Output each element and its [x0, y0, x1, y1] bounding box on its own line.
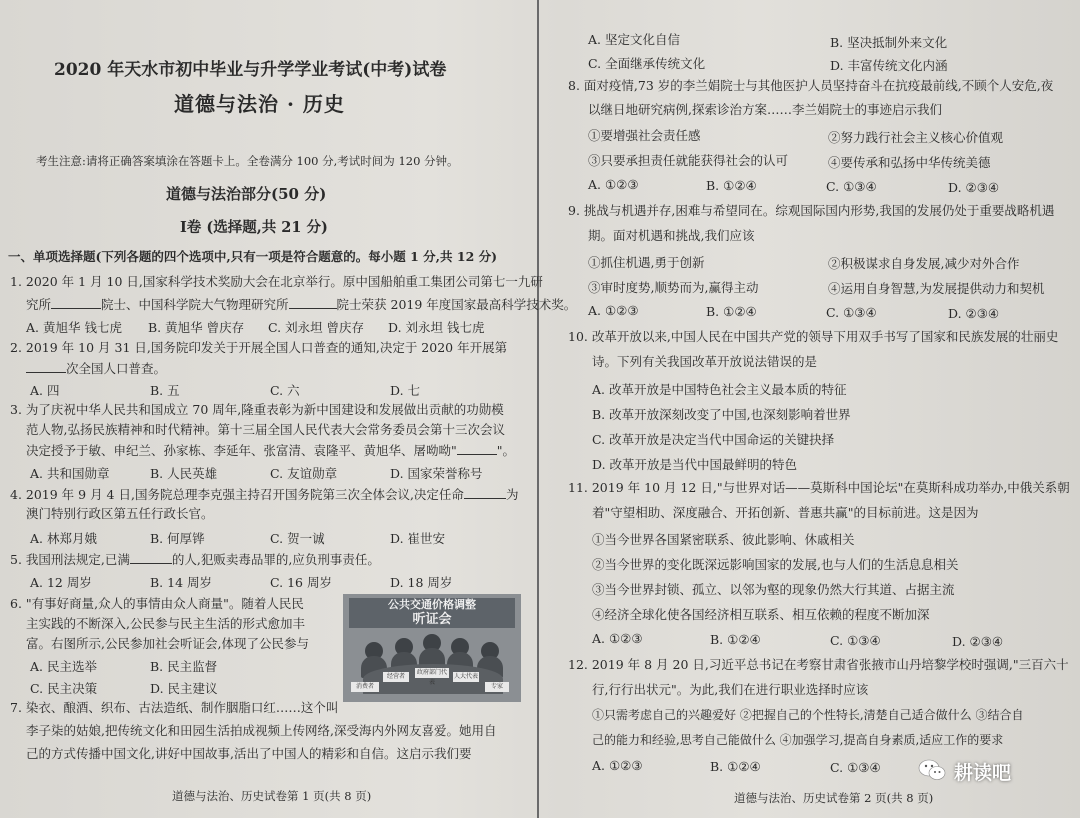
q8-choice-1: ①要增强社会责任感: [588, 128, 701, 143]
q1-line1: 1. 2020 年 1 月 10 日,国家科学技术奖励大会在北京举行。原中国船舶重工集团公司第七一九研: [10, 274, 543, 289]
q5-option-a: A. 12 周岁: [30, 575, 92, 590]
q8-option-b: B. ①②④: [706, 178, 757, 193]
q11-choice-1: ①当今世界各国紧密联系、彼此影响、休戚相关: [592, 532, 855, 547]
q6-option-b: B. 民主监督: [150, 659, 218, 674]
q6-line1: 6. "有事好商量,众人的事情由众人商量"。随着人民民: [10, 596, 304, 611]
q3-line2: 范人物,弘扬民族精神和时代精神。第十三届全国人民代表大会常务委员会第十三次会议: [26, 422, 505, 437]
q11-choice-4: ④经济全球化使各国经济相互联系、相互依赖的程度不断加深: [592, 607, 930, 622]
q4-line1: [10, 486, 518, 503]
q5-option-d: D. 18 周岁: [390, 575, 453, 590]
blank: [464, 486, 506, 499]
q10-line1: 10. 改革开放以来,中国人民在中国共产党的领导下用双手书写了国家和民族发展的壮丽史: [568, 329, 1059, 344]
q1-option-d: D. 刘永坦 钱七虎: [388, 320, 485, 335]
name-card: 消费者: [351, 682, 379, 692]
q9-option-d: D. ②③④: [948, 306, 1000, 321]
watermark-text: 耕读吧: [954, 762, 1012, 784]
q1-option-c: C. 刘永坦 曾庆存: [268, 320, 365, 335]
q8-choice-2: ②努力践行社会主义核心价值观: [828, 130, 1004, 145]
q3-line3: [26, 442, 515, 459]
name-card: 政府部门代表: [416, 669, 447, 686]
q7-option-a: A. 坚定文化自信: [588, 32, 680, 47]
q9-option-b: B. ①②④: [706, 304, 757, 319]
q12-line2: 行,行行出状元"。为此,我们在进行职业选择时应该: [592, 682, 869, 697]
q8-line2: 以继日地研究病例,探索诊治方案……李兰娟院士的事迹启示我们: [588, 102, 942, 117]
q10-line2: 诗。下列有关我国改革开放说法错误的是: [592, 354, 818, 369]
q5-option-b: B. 14 周岁: [150, 575, 213, 590]
wechat-icon: [918, 758, 946, 782]
q9-choice-1: ①抓住机遇,勇于创新: [588, 255, 705, 270]
q11-choice-3: ③当今世界封锁、孤立、以邻为壑的现象仍然大行其道、占据主流: [592, 582, 955, 597]
q4-line2: 澳门特别行政区第五任行政长官。: [26, 506, 214, 521]
q11-line1: 11. 2019 年 10 月 12 日,"与世界对话——莫斯科中国论坛"在莫斯科成功举办,中俄关系朝: [568, 480, 1070, 495]
q12-line1: 12. 2019 年 8 月 20 日,习近平总书记在考察甘肃省张掖市山丹培黎学校时强调,"三百六十: [568, 657, 1069, 672]
q4-option-b: B. 何厚铧: [150, 531, 205, 546]
q8-choice-4: ④要传承和弘扬中华传统美德: [828, 155, 991, 170]
q2-option-a: A. 四: [30, 383, 60, 398]
hearing-banner-line1: 公共交通价格调整: [388, 598, 476, 611]
q1-line2: [26, 296, 576, 313]
q10-option-a: A. 改革开放是中国特色社会主义最本质的特征: [592, 382, 847, 397]
instructions: 一、单项选择题(下列各题的四个选项中,只有一项是符合题意的。每小题 1 分,共 12 分): [8, 249, 498, 264]
hearing-banner-line2: 听证会: [412, 612, 452, 627]
exam-subtitle: 道德与法治 · 历史: [174, 92, 345, 116]
q2-option-b: B. 五: [150, 383, 180, 398]
q12-option-a: A. ①②③: [592, 758, 643, 773]
q10-option-b: B. 改革开放深刻改变了中国,也深刻影响着世界: [592, 407, 851, 422]
q3-line1: 3. 为了庆祝中华人民共和国成立 70 周年,隆重表彰为新中国建设和发展做出贡献的功勋模: [10, 402, 504, 417]
q1-option-a: A. 黄旭华 钱七虎: [26, 320, 122, 335]
q9-line1: 9. 挑战与机遇并存,困难与希望同在。综观国际国内形势,我国的发展仍处于重要战略机遇: [568, 203, 1055, 218]
q8-line1: 8. 面对疫情,73 岁的李兰娟院士与其他医护人员坚持奋斗在抗疫最前线,不顾个人安危,夜: [568, 78, 1054, 93]
q11-option-a: A. ①②③: [592, 631, 643, 646]
q12-line4: 己的能力和经验,思考自己能做什么 ④加强学习,提高自身素质,适应工作的要求: [592, 733, 1004, 747]
q5-text-b: 的人,犯贩卖毒品罪的,应负刑事责任。: [171, 552, 380, 567]
section-heading: 道德与法治部分(50 分): [166, 185, 327, 203]
hearing-photo: [343, 594, 521, 702]
q9-choice-4: ④运用自身智慧,为发展提供动力和契机: [828, 281, 1045, 296]
q8-option-d: D. ②③④: [948, 180, 1000, 195]
q4-text-a: 4. 2019 年 9 月 4 日,国务院总理李克强主持召开国务院第三次全体会议,决定任命: [10, 487, 464, 502]
q6-line2: 主实践的不断深入,公民参与民主生活的形式愈加丰: [26, 616, 305, 631]
blank: [51, 296, 101, 309]
name-card: 经营者: [383, 672, 409, 682]
q1-option-b: B. 黄旭华 曾庆存: [148, 320, 245, 335]
q6-line3: 富。右图所示,公民参加社会听证会,体现了公民参与: [26, 636, 309, 651]
q11-choice-2: ②当今世界的变化既深远影响国家的发展,也与人们的生活息息相关: [592, 557, 959, 572]
exam-title: 2020 年天水市初中毕业与升学学业考试(中考)试卷: [54, 60, 447, 80]
q2-line1: 2. 2019 年 10 月 31 日,国务院印发关于开展全国人口普查的通知,决定于 2020 年开展第: [10, 340, 508, 355]
q8-option-c: C. ①③④: [826, 179, 877, 194]
q12-option-c: C. ①③④: [830, 760, 881, 775]
q7-line2: 李子柒的姑娘,把传统文化和田园生活拍成视频上传网络,深受海内外网友喜爱。她用自: [26, 723, 497, 738]
hearing-banner: [349, 598, 515, 628]
q6-option-d: D. 民主建议: [150, 681, 218, 696]
q7-line1: 7. 染衣、酿酒、织布、古法造纸、制作胭脂口红……这个叫: [10, 700, 339, 715]
q3-option-d: D. 国家荣誉称号: [390, 466, 483, 481]
q5-option-c: C. 16 周岁: [270, 575, 332, 590]
blank: [289, 296, 337, 309]
q1-text-c: 院士荣获 2019 年度国家最高科学技术奖。: [336, 297, 577, 312]
q11-option-b: B. ①②④: [710, 632, 761, 647]
column-divider: [537, 0, 539, 818]
volume-heading: Ⅰ卷 (选择题,共 21 分): [180, 219, 328, 236]
q4-option-c: C. 贺一诚: [270, 531, 325, 546]
watermark: [918, 756, 1068, 786]
q9-choice-3: ③审时度势,顺势而为,赢得主动: [588, 280, 759, 295]
q7-option-d: D. 丰富传统文化内涵: [830, 58, 948, 73]
q12-line3: ①只需考虑自己的兴趣爱好 ②把握自己的个性特长,清楚自己适合做什么 ③结合自: [592, 708, 1024, 722]
q11-option-d: D. ②③④: [952, 634, 1004, 649]
q9-line2: 期。面对机遇和挑战,我们应该: [588, 228, 755, 243]
page-footer: 道德与法治、历史试卷第 2 页(共 8 页): [734, 791, 934, 805]
q3-text-a: 决定授予于敏、申纪兰、孙家栋、李延年、张富清、袁隆平、黄旭华、屠呦呦": [26, 443, 457, 458]
q2-option-c: C. 六: [270, 383, 300, 398]
q8-option-a: A. ①②③: [588, 177, 639, 192]
q6-option-a: A. 民主选举: [30, 659, 97, 674]
q7-option-c: C. 全面继承传统文化: [588, 56, 706, 71]
q3-option-a: A. 共和国勋章: [30, 466, 110, 481]
q5-text-a: 5. 我国刑法规定,已满: [10, 552, 130, 567]
q4-text-b: 为: [505, 487, 519, 502]
page-footer: 道德与法治、历史试卷第 1 页(共 8 页): [172, 789, 372, 803]
q4-option-d: D. 崔世安: [390, 531, 446, 546]
q10-option-c: C. 改革开放是决定当代中国命运的关键抉择: [592, 432, 835, 447]
exam-notice: 考生注意:请将正确答案填涂在答题卡上。全卷满分 100 分,考试时间为 120 分钟。: [36, 154, 459, 168]
q12-option-b: B. ①②④: [710, 759, 761, 774]
q7-option-b: B. 坚决抵制外来文化: [830, 35, 948, 50]
q11-option-c: C. ①③④: [830, 633, 881, 648]
q5-line1: [10, 551, 380, 568]
q2-line2: [26, 360, 166, 377]
q2-option-d: D. 七: [390, 383, 421, 398]
q1-text-b: 院士、中国科学院大气物理研究所: [101, 297, 289, 312]
q11-line2: 着"守望相助、深度融合、开拓创新、普惠共赢"的目标前进。这是因为: [592, 505, 979, 520]
blank: [457, 442, 497, 455]
q3-option-b: B. 人民英雄: [150, 466, 218, 481]
q9-option-c: C. ①③④: [826, 305, 877, 320]
q1-text-a: 究所: [26, 297, 52, 312]
q2-text: 次全国人口普查。: [66, 361, 167, 376]
name-card: 人大代表: [453, 673, 478, 680]
q6-option-c: C. 民主决策: [30, 681, 98, 696]
blank: [130, 551, 172, 564]
q10-option-d: D. 改革开放是当代中国最鲜明的特色: [592, 457, 798, 472]
q4-option-a: A. 林郑月娥: [30, 531, 97, 546]
q3-text-b: "。: [496, 443, 516, 458]
q9-option-a: A. ①②③: [588, 303, 639, 318]
q3-option-c: C. 友谊勋章: [270, 466, 338, 481]
q7-line3: 己的方式传播中国文化,讲好中国故事,活出了中国人的精彩和自信。这启示我们要: [26, 746, 472, 761]
q9-choice-2: ②积极谋求自身发展,减少对外合作: [828, 256, 1020, 271]
blank: [26, 360, 66, 373]
q8-choice-3: ③只要承担责任就能获得社会的认可: [588, 153, 789, 168]
name-card: 专家: [485, 682, 509, 692]
